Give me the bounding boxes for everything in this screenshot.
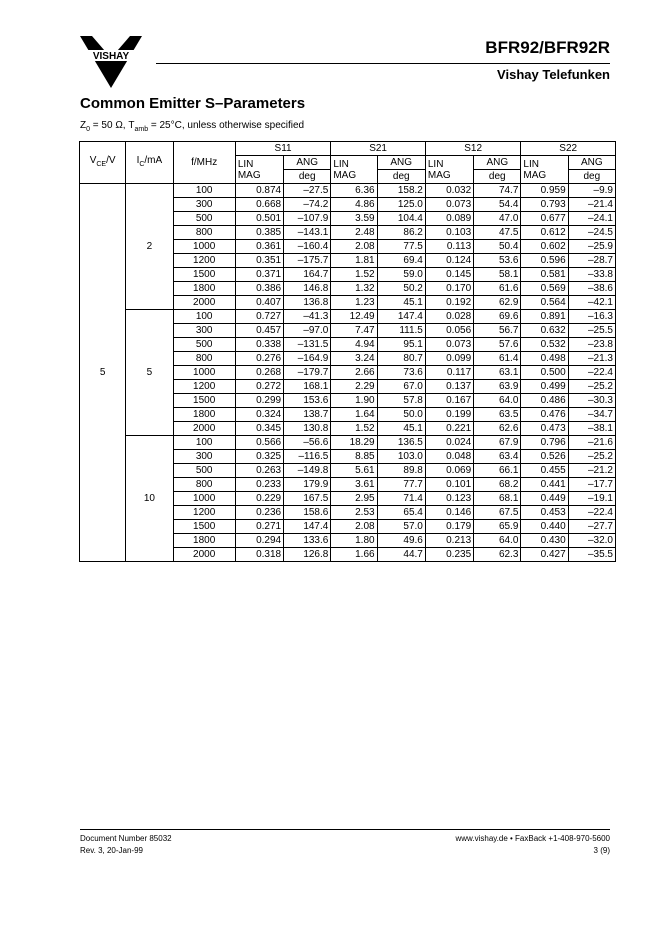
value-cell: 167.5 [284, 492, 331, 506]
value-cell: 1.23 [331, 296, 377, 310]
header-vce: $V_{CE}/V$ [80, 142, 126, 184]
value-cell: 0.596 [521, 254, 568, 268]
value-cell: 0.501 [235, 212, 283, 226]
frequency-cell: 300 [173, 198, 235, 212]
test-conditions: $Z_0 = 50$ Ω, $T_{amb} = 25^\circ C$, unless otherwise specified [80, 120, 305, 133]
header-s12: S12 [425, 142, 521, 156]
value-cell: 0.453 [521, 506, 568, 520]
ic-cell: 10 [126, 436, 173, 562]
header-s21-ang: ANG [377, 156, 425, 170]
frequency-cell: 800 [173, 226, 235, 240]
value-cell: 45.1 [377, 296, 425, 310]
value-cell: –22.4 [568, 506, 615, 520]
value-cell: 0.221 [425, 422, 473, 436]
value-cell: 0.113 [425, 240, 473, 254]
value-cell: 61.4 [474, 352, 521, 366]
value-cell: 0.632 [521, 324, 568, 338]
value-cell: –30.3 [568, 394, 615, 408]
value-cell: –116.5 [284, 450, 331, 464]
value-cell: 0.407 [235, 296, 283, 310]
value-cell: –23.8 [568, 338, 615, 352]
value-cell: 0.032 [425, 184, 473, 198]
revision: Rev. 3, 20-Jan-99 [80, 846, 143, 855]
value-cell: –9.9 [568, 184, 615, 198]
value-cell: 0.056 [425, 324, 473, 338]
value-cell: –25.5 [568, 324, 615, 338]
value-cell: 73.6 [377, 366, 425, 380]
value-cell: 158.6 [284, 506, 331, 520]
value-cell: 3.59 [331, 212, 377, 226]
value-cell: 0.427 [521, 548, 568, 562]
value-cell: 0.564 [521, 296, 568, 310]
header-s22-deg: deg [568, 170, 615, 184]
value-cell: 2.66 [331, 366, 377, 380]
value-cell: 0.441 [521, 478, 568, 492]
header-s12-ang: ANG [474, 156, 521, 170]
value-cell: 63.1 [474, 366, 521, 380]
frequency-cell: 1800 [173, 534, 235, 548]
value-cell: 158.2 [377, 184, 425, 198]
value-cell: 130.8 [284, 422, 331, 436]
frequency-cell: 300 [173, 450, 235, 464]
value-cell: –21.2 [568, 464, 615, 478]
value-cell: 0.440 [521, 520, 568, 534]
frequency-cell: 500 [173, 212, 235, 226]
value-cell: 0.351 [235, 254, 283, 268]
table-row [80, 184, 616, 198]
s-parameter-body [80, 184, 616, 562]
value-cell: 65.4 [377, 506, 425, 520]
value-cell: 57.8 [377, 394, 425, 408]
s-parameter-table [79, 141, 616, 562]
value-cell: 168.1 [284, 380, 331, 394]
header-s21-deg: deg [377, 170, 425, 184]
table-row [80, 436, 616, 450]
value-cell: 58.1 [474, 268, 521, 282]
value-cell: 0.449 [521, 492, 568, 506]
value-cell: 0.073 [425, 198, 473, 212]
frequency-cell: 1200 [173, 254, 235, 268]
value-cell: –25.9 [568, 240, 615, 254]
value-cell: 49.6 [377, 534, 425, 548]
value-cell: –28.7 [568, 254, 615, 268]
header-s12-linmag: LIN MAG [425, 156, 473, 184]
value-cell: –131.5 [284, 338, 331, 352]
value-cell: 0.874 [235, 184, 283, 198]
value-cell: 2.48 [331, 226, 377, 240]
value-cell: 6.36 [331, 184, 377, 198]
header-ic: $I_C/mA$ [126, 142, 173, 184]
value-cell: 64.0 [474, 534, 521, 548]
value-cell: 0.272 [235, 380, 283, 394]
value-cell: 0.229 [235, 492, 283, 506]
value-cell: –32.0 [568, 534, 615, 548]
value-cell: 0.024 [425, 436, 473, 450]
value-cell: –24.1 [568, 212, 615, 226]
value-cell: 95.1 [377, 338, 425, 352]
value-cell: 67.5 [474, 506, 521, 520]
value-cell: –27.5 [284, 184, 331, 198]
value-cell: 0.500 [521, 366, 568, 380]
header-frequency: f/MHz [173, 142, 235, 184]
value-cell: 0.959 [521, 184, 568, 198]
value-cell: 0.099 [425, 352, 473, 366]
value-cell: 0.271 [235, 520, 283, 534]
value-cell: 146.8 [284, 282, 331, 296]
value-cell: 50.0 [377, 408, 425, 422]
value-cell: –35.5 [568, 548, 615, 562]
value-cell: 2.53 [331, 506, 377, 520]
value-cell: 0.167 [425, 394, 473, 408]
value-cell: 0.235 [425, 548, 473, 562]
value-cell: 89.8 [377, 464, 425, 478]
value-cell: 54.4 [474, 198, 521, 212]
contact-info: www.vishay.de • FaxBack +1-408-970-5600 [455, 834, 610, 843]
value-cell: –38.6 [568, 282, 615, 296]
value-cell: 0.371 [235, 268, 283, 282]
value-cell: –22.4 [568, 366, 615, 380]
value-cell: 147.4 [284, 520, 331, 534]
value-cell: 5.61 [331, 464, 377, 478]
value-cell: –21.3 [568, 352, 615, 366]
value-cell: 66.1 [474, 464, 521, 478]
value-cell: –164.9 [284, 352, 331, 366]
vce-cell: 5 [80, 184, 126, 562]
value-cell: –24.5 [568, 226, 615, 240]
value-cell: 1.52 [331, 268, 377, 282]
value-cell: 0.566 [235, 436, 283, 450]
value-cell: 0.385 [235, 226, 283, 240]
value-cell: –97.0 [284, 324, 331, 338]
value-cell: 2.95 [331, 492, 377, 506]
ic-cell: 2 [126, 184, 173, 310]
value-cell: 179.9 [284, 478, 331, 492]
value-cell: –33.8 [568, 268, 615, 282]
frequency-cell: 1200 [173, 506, 235, 520]
value-cell: 0.294 [235, 534, 283, 548]
value-cell: 3.61 [331, 478, 377, 492]
value-cell: 0.727 [235, 310, 283, 324]
value-cell: 0.233 [235, 478, 283, 492]
value-cell: 0.123 [425, 492, 473, 506]
value-cell: 2.08 [331, 240, 377, 254]
value-cell: 0.499 [521, 380, 568, 394]
value-cell: 0.486 [521, 394, 568, 408]
value-cell: 147.4 [377, 310, 425, 324]
value-cell: 44.7 [377, 548, 425, 562]
value-cell: 0.048 [425, 450, 473, 464]
header-s21: S21 [331, 142, 426, 156]
frequency-cell: 300 [173, 324, 235, 338]
value-cell: 103.0 [377, 450, 425, 464]
header-s22: S22 [521, 142, 616, 156]
value-cell: 67.0 [377, 380, 425, 394]
value-cell: 4.94 [331, 338, 377, 352]
value-cell: 0.137 [425, 380, 473, 394]
value-cell: 63.9 [474, 380, 521, 394]
footer-divider [80, 829, 610, 830]
value-cell: 0.103 [425, 226, 473, 240]
value-cell: 138.7 [284, 408, 331, 422]
value-cell: –25.2 [568, 380, 615, 394]
value-cell: 74.7 [474, 184, 521, 198]
header-s12-deg: deg [474, 170, 521, 184]
value-cell: 68.2 [474, 478, 521, 492]
value-cell: 0.476 [521, 408, 568, 422]
value-cell: –34.7 [568, 408, 615, 422]
frequency-cell: 500 [173, 338, 235, 352]
value-cell: 0.324 [235, 408, 283, 422]
value-cell: 0.386 [235, 282, 283, 296]
frequency-cell: 1000 [173, 366, 235, 380]
value-cell: –17.7 [568, 478, 615, 492]
value-cell: 0.526 [521, 450, 568, 464]
value-cell: 0.268 [235, 366, 283, 380]
value-cell: 0.263 [235, 464, 283, 478]
value-cell: 69.6 [474, 310, 521, 324]
value-cell: 63.5 [474, 408, 521, 422]
section-title: Common Emitter S–Parameters [80, 95, 306, 112]
value-cell: 68.1 [474, 492, 521, 506]
value-cell: 0.073 [425, 338, 473, 352]
value-cell: 67.9 [474, 436, 521, 450]
value-cell: 0.170 [425, 282, 473, 296]
svg-text:VISHAY: VISHAY [92, 51, 130, 62]
value-cell: 57.6 [474, 338, 521, 352]
value-cell: 8.85 [331, 450, 377, 464]
header-s11-deg: deg [284, 170, 331, 184]
value-cell: 104.4 [377, 212, 425, 226]
value-cell: 45.1 [377, 422, 425, 436]
value-cell: 0.028 [425, 310, 473, 324]
value-cell: 0.069 [425, 464, 473, 478]
frequency-cell: 1500 [173, 394, 235, 408]
document-number: Document Number 85032 [80, 834, 172, 843]
value-cell: –56.6 [284, 436, 331, 450]
frequency-cell: 1800 [173, 282, 235, 296]
value-cell: 0.345 [235, 422, 283, 436]
value-cell: 0.325 [235, 450, 283, 464]
value-cell: 47.5 [474, 226, 521, 240]
value-cell: 62.3 [474, 548, 521, 562]
value-cell: 63.4 [474, 450, 521, 464]
vishay-logo [80, 36, 142, 88]
frequency-cell: 100 [173, 436, 235, 450]
value-cell: 1.64 [331, 408, 377, 422]
value-cell: 62.9 [474, 296, 521, 310]
value-cell: 0.532 [521, 338, 568, 352]
value-cell: 126.8 [284, 548, 331, 562]
value-cell: 3.24 [331, 352, 377, 366]
value-cell: 12.49 [331, 310, 377, 324]
value-cell: 80.7 [377, 352, 425, 366]
value-cell: –27.7 [568, 520, 615, 534]
value-cell: –149.8 [284, 464, 331, 478]
value-cell: –21.4 [568, 198, 615, 212]
value-cell: 0.124 [425, 254, 473, 268]
value-cell: –21.6 [568, 436, 615, 450]
value-cell: 61.6 [474, 282, 521, 296]
value-cell: 71.4 [377, 492, 425, 506]
product-title: BFR92/BFR92R [485, 38, 610, 57]
frequency-cell: 1200 [173, 380, 235, 394]
value-cell: 1.32 [331, 282, 377, 296]
value-cell: 0.299 [235, 394, 283, 408]
value-cell: 0.793 [521, 198, 568, 212]
value-cell: 0.602 [521, 240, 568, 254]
frequency-cell: 100 [173, 184, 235, 198]
value-cell: 50.4 [474, 240, 521, 254]
value-cell: 0.457 [235, 324, 283, 338]
header-s11: S11 [235, 142, 331, 156]
value-cell: 77.5 [377, 240, 425, 254]
value-cell: 1.90 [331, 394, 377, 408]
value-cell: 2.08 [331, 520, 377, 534]
value-cell: 0.581 [521, 268, 568, 282]
value-cell: –41.3 [284, 310, 331, 324]
value-cell: 7.47 [331, 324, 377, 338]
value-cell: 111.5 [377, 324, 425, 338]
header-divider [156, 63, 610, 64]
value-cell: 0.145 [425, 268, 473, 282]
value-cell: 2.29 [331, 380, 377, 394]
frequency-cell: 2000 [173, 548, 235, 562]
value-cell: –160.4 [284, 240, 331, 254]
frequency-cell: 1500 [173, 520, 235, 534]
value-cell: 53.6 [474, 254, 521, 268]
frequency-cell: 100 [173, 310, 235, 324]
value-cell: 18.29 [331, 436, 377, 450]
header-s11-linmag: LIN MAG [235, 156, 283, 184]
value-cell: 0.236 [235, 506, 283, 520]
value-cell: –25.2 [568, 450, 615, 464]
value-cell: 86.2 [377, 226, 425, 240]
header-s11-ang: ANG [284, 156, 331, 170]
value-cell: 50.2 [377, 282, 425, 296]
value-cell: –16.3 [568, 310, 615, 324]
value-cell: 0.677 [521, 212, 568, 226]
header-s22-linmag: LIN MAG [521, 156, 568, 184]
value-cell: –38.1 [568, 422, 615, 436]
value-cell: 65.9 [474, 520, 521, 534]
value-cell: 0.455 [521, 464, 568, 478]
value-cell: 56.7 [474, 324, 521, 338]
value-cell: 0.796 [521, 436, 568, 450]
value-cell: 0.213 [425, 534, 473, 548]
value-cell: 0.430 [521, 534, 568, 548]
value-cell: 0.361 [235, 240, 283, 254]
value-cell: 1.52 [331, 422, 377, 436]
value-cell: 4.86 [331, 198, 377, 212]
value-cell: 0.891 [521, 310, 568, 324]
value-cell: 0.318 [235, 548, 283, 562]
company-name: Vishay Telefunken [497, 67, 610, 82]
value-cell: –74.2 [284, 198, 331, 212]
value-cell: 0.146 [425, 506, 473, 520]
frequency-cell: 2000 [173, 296, 235, 310]
value-cell: 0.276 [235, 352, 283, 366]
value-cell: 1.81 [331, 254, 377, 268]
value-cell: 77.7 [377, 478, 425, 492]
frequency-cell: 1800 [173, 408, 235, 422]
value-cell: 136.5 [377, 436, 425, 450]
value-cell: 57.0 [377, 520, 425, 534]
value-cell: –179.7 [284, 366, 331, 380]
value-cell: –175.7 [284, 254, 331, 268]
ic-cell: 5 [126, 310, 173, 436]
header-s21-linmag: LIN MAG [331, 156, 377, 184]
value-cell: 64.0 [474, 394, 521, 408]
frequency-cell: 800 [173, 478, 235, 492]
value-cell: 125.0 [377, 198, 425, 212]
value-cell: 136.8 [284, 296, 331, 310]
frequency-cell: 1000 [173, 492, 235, 506]
value-cell: –42.1 [568, 296, 615, 310]
frequency-cell: 1500 [173, 268, 235, 282]
value-cell: 47.0 [474, 212, 521, 226]
value-cell: 164.7 [284, 268, 331, 282]
value-cell: 0.179 [425, 520, 473, 534]
frequency-cell: 500 [173, 464, 235, 478]
value-cell: 0.192 [425, 296, 473, 310]
value-cell: 0.612 [521, 226, 568, 240]
value-cell: 0.498 [521, 352, 568, 366]
value-cell: 0.117 [425, 366, 473, 380]
frequency-cell: 1000 [173, 240, 235, 254]
frequency-cell: 2000 [173, 422, 235, 436]
value-cell: 0.089 [425, 212, 473, 226]
value-cell: 153.6 [284, 394, 331, 408]
value-cell: 0.668 [235, 198, 283, 212]
value-cell: 62.6 [474, 422, 521, 436]
value-cell: 0.199 [425, 408, 473, 422]
value-cell: 0.473 [521, 422, 568, 436]
table-row [80, 310, 616, 324]
value-cell: –143.1 [284, 226, 331, 240]
frequency-cell: 800 [173, 352, 235, 366]
value-cell: 0.338 [235, 338, 283, 352]
value-cell: –19.1 [568, 492, 615, 506]
value-cell: 69.4 [377, 254, 425, 268]
value-cell: –107.9 [284, 212, 331, 226]
value-cell: 1.66 [331, 548, 377, 562]
page-number: 3 (9) [593, 846, 610, 855]
value-cell: 1.80 [331, 534, 377, 548]
value-cell: 0.101 [425, 478, 473, 492]
value-cell: 59.0 [377, 268, 425, 282]
value-cell: 133.6 [284, 534, 331, 548]
header-s22-ang: ANG [568, 156, 615, 170]
value-cell: 0.569 [521, 282, 568, 296]
